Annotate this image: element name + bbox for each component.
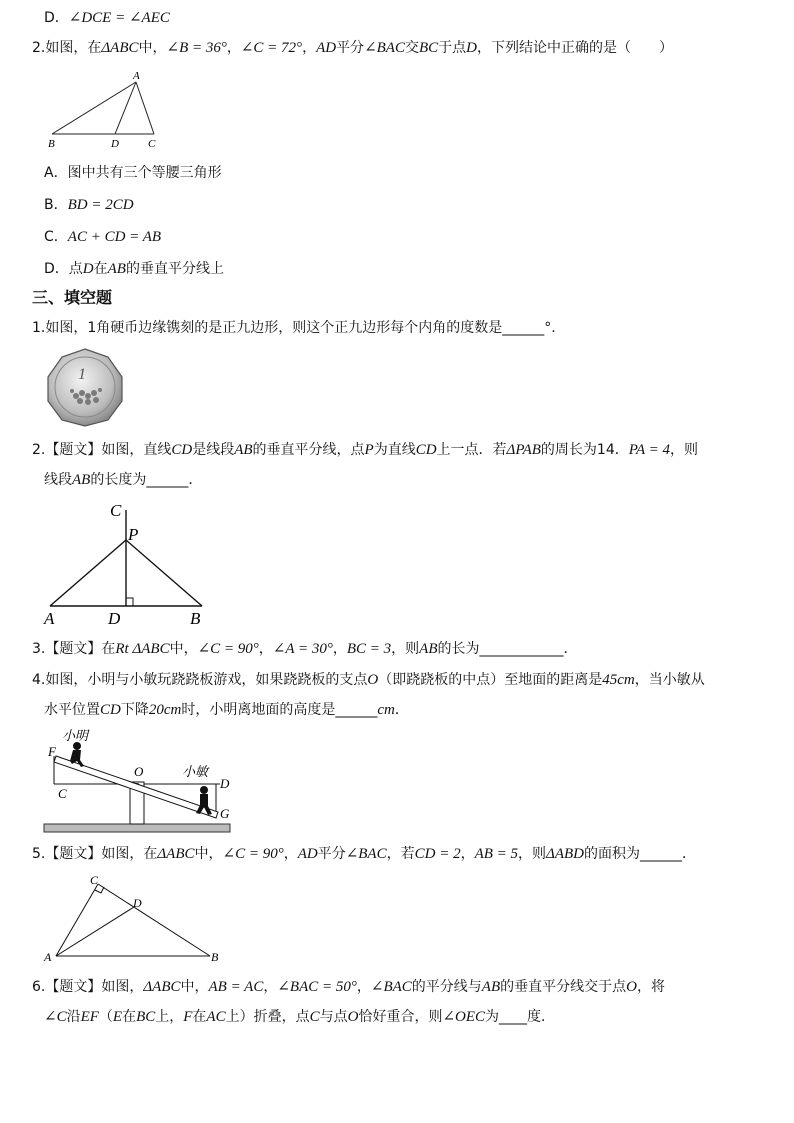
math: ∠C = 72° bbox=[240, 40, 303, 56]
math: F bbox=[183, 1009, 193, 1025]
point-a-label: A bbox=[133, 70, 140, 82]
question-text: 的垂直平分线，点 bbox=[252, 442, 365, 458]
point-g-label: G bbox=[220, 806, 230, 821]
math: AB = 5 bbox=[474, 846, 519, 862]
question-text: 平分 bbox=[317, 846, 346, 862]
math: AB bbox=[234, 442, 253, 458]
fill-question-3 bbox=[32, 639, 578, 659]
math: ∠C = 90° bbox=[222, 846, 284, 862]
question-text: 的面积为 bbox=[584, 846, 640, 862]
question-text: ，则 bbox=[391, 641, 420, 657]
math: AB bbox=[481, 979, 501, 995]
question-text: 度． bbox=[527, 1009, 556, 1025]
option-label: B． bbox=[44, 197, 68, 213]
question-text: °. bbox=[544, 320, 556, 336]
math: BC = 3 bbox=[346, 641, 392, 657]
question-text: ，将 bbox=[636, 979, 665, 995]
answer-blank: ____ bbox=[499, 1009, 528, 1025]
question-text: ． bbox=[188, 472, 203, 488]
question-number: 2. bbox=[32, 40, 46, 56]
question-text: 上）折叠，点 bbox=[225, 1009, 310, 1025]
question-text: 6.【题文】如图， bbox=[32, 979, 144, 995]
question-text: 水平位置 bbox=[44, 702, 100, 718]
option-b bbox=[44, 195, 134, 215]
math: PA = 4 bbox=[628, 442, 670, 458]
question-text: ，当小敏从 bbox=[634, 672, 705, 688]
math: AD bbox=[297, 846, 318, 862]
option-text: 的垂直平分线上 bbox=[125, 261, 224, 277]
math: cm bbox=[377, 702, 395, 718]
question-text: 沿 bbox=[66, 1009, 81, 1025]
stem-text: 平分 bbox=[336, 40, 365, 56]
point-d-label: D bbox=[220, 776, 230, 791]
question-text: ， bbox=[258, 641, 273, 657]
point-b-label: B bbox=[190, 609, 201, 628]
stem-text: ，下列结论中正确的是（ ） bbox=[476, 40, 673, 56]
question-text: 为 bbox=[485, 1009, 500, 1025]
fill-question-4-line-2 bbox=[44, 700, 409, 720]
section-heading: 三、填空题 bbox=[32, 288, 113, 307]
option-c bbox=[44, 227, 161, 247]
stem-text: 中， bbox=[138, 40, 167, 56]
prev-question-option-d bbox=[44, 8, 170, 28]
question-text: （ bbox=[98, 1009, 113, 1025]
math: CD = 2 bbox=[414, 846, 461, 862]
question-text: 上， bbox=[155, 1009, 184, 1025]
point-b-label: B bbox=[48, 138, 55, 150]
math: P bbox=[364, 442, 374, 458]
point-d-label: D bbox=[111, 138, 119, 150]
answer-blank: ____________ bbox=[479, 641, 564, 657]
question-text: ， bbox=[460, 846, 475, 862]
question-text: 1.如图，1角硬币边缘镌刻的是正九边形，则这个正九边形每个内角的度数是 bbox=[32, 320, 503, 336]
question-text: 3.【题文】在 bbox=[32, 641, 116, 657]
math: 45cm bbox=[602, 672, 635, 688]
answer-blank: ______ bbox=[335, 702, 378, 718]
question-text: ． bbox=[682, 846, 696, 862]
coin-figure bbox=[42, 346, 128, 428]
triangle-abc-figure bbox=[44, 66, 166, 152]
math: 20cm bbox=[148, 702, 182, 718]
math: ΔPAB bbox=[506, 442, 541, 458]
math: C bbox=[309, 1009, 320, 1025]
math: ∠OEC bbox=[442, 1009, 486, 1025]
point-c-label: C bbox=[148, 138, 156, 150]
fill-question-2-line-2 bbox=[44, 470, 202, 490]
question-text: 与点 bbox=[319, 1009, 348, 1025]
stem-text: 于点 bbox=[438, 40, 467, 56]
math: BC bbox=[136, 1009, 156, 1025]
question-text: ． bbox=[394, 702, 409, 718]
math: ∠BAC = 50° bbox=[277, 979, 357, 995]
question-text: 时，小明离地面的高度是 bbox=[181, 702, 336, 718]
math: BC bbox=[418, 40, 439, 56]
option-expression: BD = 2CD bbox=[67, 197, 134, 213]
question-text: 的长为 bbox=[437, 641, 480, 657]
nonagon-coin-edge bbox=[48, 349, 122, 426]
point-c-label: C bbox=[90, 873, 99, 887]
option-a bbox=[44, 163, 222, 183]
math: O bbox=[626, 979, 637, 995]
math: D bbox=[82, 261, 94, 277]
question-text: 在 bbox=[122, 1009, 137, 1025]
xiaomin-label: 小敏 bbox=[182, 764, 209, 779]
math: EF bbox=[80, 1009, 99, 1025]
question-text: 是线段 bbox=[192, 442, 235, 458]
coin-denomination-mark: 1 bbox=[78, 366, 86, 383]
math: CD bbox=[171, 442, 193, 458]
stem-text: ， bbox=[302, 40, 317, 56]
question-text: ， bbox=[263, 979, 278, 995]
math: ∠A = 30° bbox=[272, 641, 333, 657]
math: D bbox=[466, 40, 477, 56]
math: O bbox=[367, 672, 379, 688]
right-triangle-abc-figure bbox=[40, 872, 228, 966]
fill-question-5 bbox=[32, 844, 696, 864]
math: ΔABC bbox=[101, 40, 139, 56]
math: ∠BAC bbox=[370, 979, 412, 995]
math: O bbox=[347, 1009, 359, 1025]
question-text: ， bbox=[283, 846, 298, 862]
math: CD bbox=[415, 442, 437, 458]
fill-question-2-line-1 bbox=[32, 440, 698, 460]
xiaoming-label: 小明 bbox=[62, 728, 89, 743]
stem-text: 如图，在 bbox=[45, 40, 102, 56]
math: ΔABC bbox=[143, 979, 181, 995]
answer-blank: ______ bbox=[502, 320, 545, 336]
point-f-label: F bbox=[48, 744, 56, 759]
fill-question-6-line-2 bbox=[44, 1007, 555, 1027]
math: AB bbox=[107, 261, 126, 277]
point-a-label: A bbox=[44, 609, 55, 628]
math: ∠C = 90° bbox=[197, 641, 259, 657]
question-text: 的长度为 bbox=[90, 472, 147, 488]
math: AB bbox=[419, 641, 438, 657]
math: ∠B = 36° bbox=[166, 40, 227, 56]
question-text: 恰好重合，则 bbox=[358, 1009, 443, 1025]
question-text: 2.【题文】如图，直线 bbox=[32, 442, 172, 458]
point-o-label: O bbox=[134, 764, 144, 779]
stem-text: 交 bbox=[404, 40, 419, 56]
option-d bbox=[44, 259, 224, 279]
math: CD bbox=[100, 702, 121, 718]
answer-blank: ______ bbox=[640, 846, 682, 862]
question-text: 中， bbox=[194, 846, 223, 862]
math: AB bbox=[72, 472, 91, 488]
point-a-label: A bbox=[44, 950, 52, 964]
point-d-label: D bbox=[133, 896, 142, 910]
question-text: ，若 bbox=[386, 846, 415, 862]
option-text: A．图中共有三个等腰三角形 bbox=[44, 165, 222, 181]
question-text: ． bbox=[563, 641, 578, 657]
question-text: 4.如图，小明与小敏玩跷跷板游戏，如果跷跷板的支点 bbox=[32, 672, 368, 688]
point-p-label: P bbox=[128, 525, 139, 544]
question-text: 的平分线与 bbox=[411, 979, 482, 995]
seesaw-figure bbox=[40, 726, 236, 836]
point-c-label: C bbox=[110, 501, 122, 520]
question-2-stem bbox=[32, 38, 673, 58]
option-expression: AC + CD = AB bbox=[67, 229, 162, 245]
math: AC bbox=[206, 1009, 226, 1025]
question-text: 为直线 bbox=[373, 442, 416, 458]
point-b-label: B bbox=[211, 950, 219, 964]
question-text: 的周长为14． bbox=[540, 442, 629, 458]
math: E bbox=[112, 1009, 123, 1025]
question-text: 中， bbox=[169, 641, 198, 657]
fill-question-4-line-1 bbox=[32, 670, 705, 690]
question-text: 下降 bbox=[120, 702, 149, 718]
math: ΔABD bbox=[546, 846, 584, 862]
fill-question-6-line-1 bbox=[32, 977, 665, 997]
math: ΔABC bbox=[157, 846, 195, 862]
math: AB = AC bbox=[208, 979, 264, 995]
question-text: ， bbox=[332, 641, 347, 657]
point-d-label: D bbox=[108, 609, 121, 628]
math: ∠BAC bbox=[364, 40, 405, 56]
question-text: （即跷跷板的中点）至地面的距离是 bbox=[378, 672, 603, 688]
question-text: ，则 bbox=[669, 442, 698, 458]
point-c-label: C bbox=[58, 786, 67, 801]
ground bbox=[44, 824, 230, 832]
math: ∠C bbox=[44, 1009, 67, 1025]
math: AD bbox=[316, 40, 337, 56]
math: ∠BAC bbox=[345, 846, 387, 862]
question-text: 5.【题文】如图，在 bbox=[32, 846, 158, 862]
answer-blank: ______ bbox=[146, 472, 189, 488]
perpendicular-bisector-figure bbox=[40, 498, 212, 628]
option-label: D． bbox=[44, 10, 69, 26]
fill-question-1 bbox=[32, 318, 556, 338]
question-text: ，则 bbox=[518, 846, 547, 862]
question-text: 在 bbox=[192, 1009, 207, 1025]
question-text: 中， bbox=[180, 979, 209, 995]
question-text: 的垂直平分线交于点 bbox=[500, 979, 627, 995]
option-text: 在 bbox=[93, 261, 108, 277]
question-text: ， bbox=[356, 979, 371, 995]
option-label: D．点 bbox=[44, 261, 83, 277]
option-expression: ∠DCE = ∠AEC bbox=[68, 10, 170, 26]
question-text: 上一点．若 bbox=[436, 442, 507, 458]
option-label: C． bbox=[44, 229, 68, 245]
stem-text: ， bbox=[226, 40, 241, 56]
question-text: 线段 bbox=[44, 472, 72, 488]
math: Rt ΔABC bbox=[115, 641, 170, 657]
